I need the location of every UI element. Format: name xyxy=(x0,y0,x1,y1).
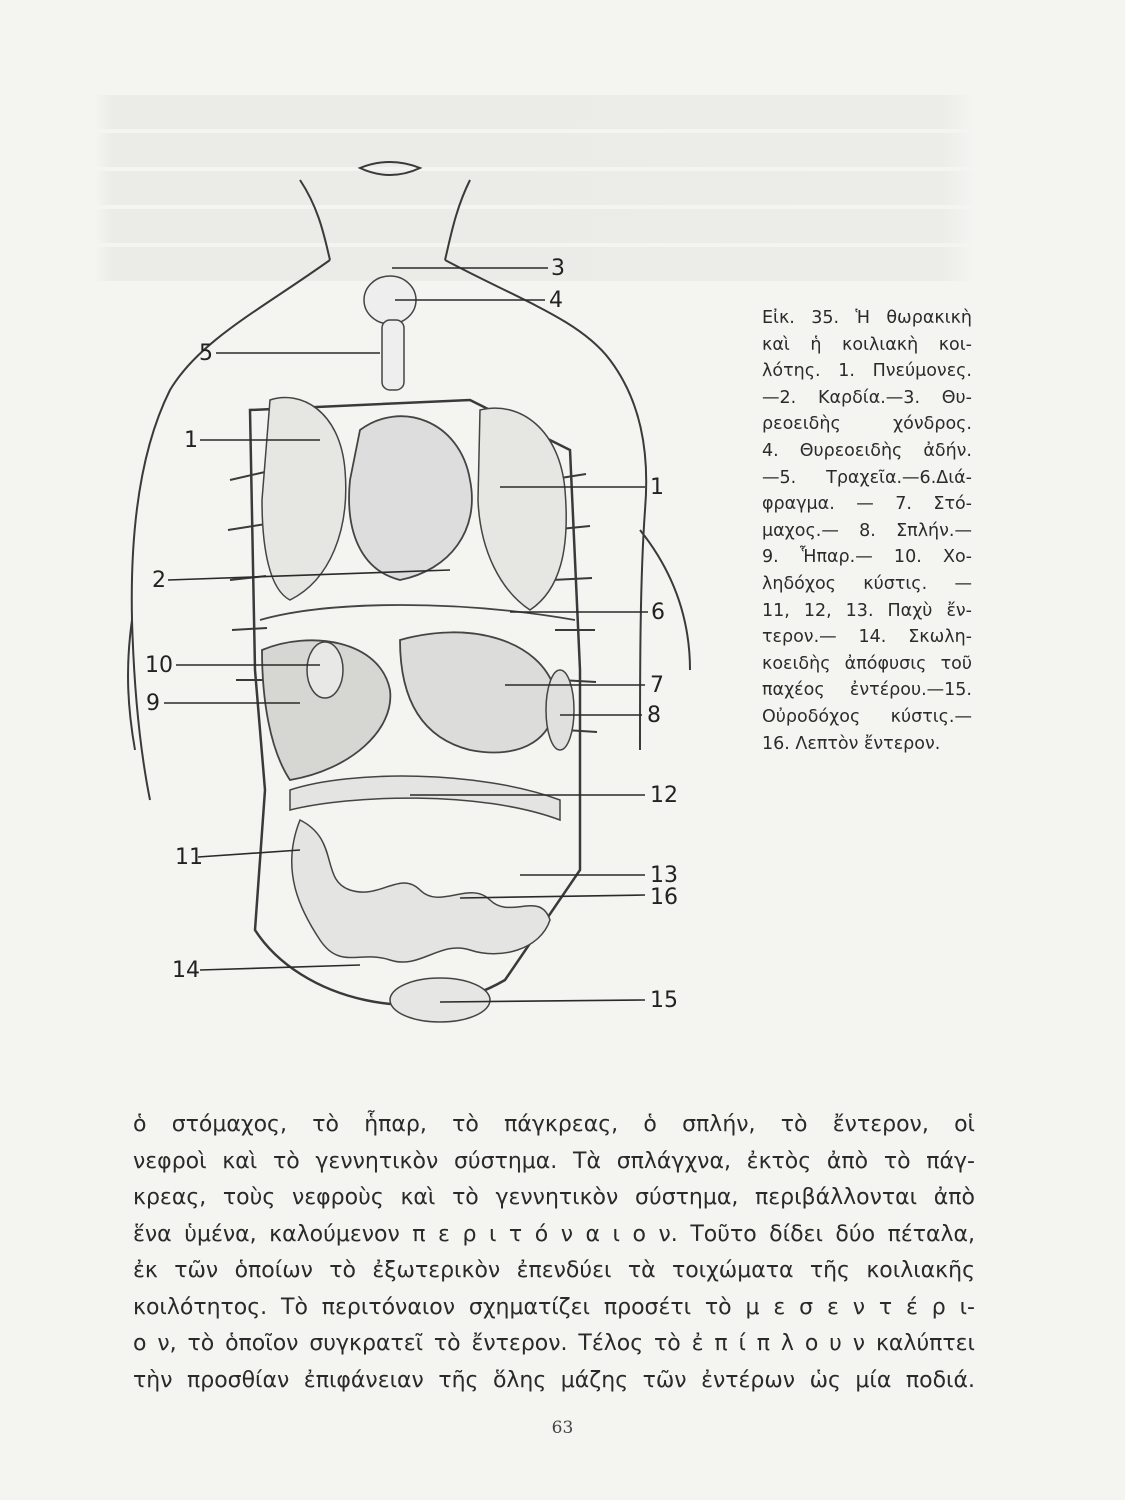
text-line: ο ν, τὸ ὁποῖον συγκρατεῖ τὸ ἔντερον. Τέλος τὸ ἐ π ί π λ ο υ ν καλύπτει xyxy=(133,1331,975,1356)
label-15: 15 xyxy=(650,988,678,1013)
caption-line: καὶ ἡ κοιλιακὴ κοι- xyxy=(762,334,972,355)
label-13: 13 xyxy=(650,863,678,888)
text-line: ὁ στόμαχος, τὸ ἧπαρ, τὸ πάγκρεας, ὁ σπλήν, τὸ ἔντερον, οἱ xyxy=(133,1112,975,1137)
anatomy-figure xyxy=(0,150,760,1070)
spleen xyxy=(546,670,574,750)
figure-caption xyxy=(762,305,972,757)
caption-line: κοειδὴς ἀπόφυσις τοῦ xyxy=(762,653,972,674)
torso-illustration xyxy=(0,150,760,1070)
heart xyxy=(349,416,472,580)
caption-line: 4. Θυρεοειδὴς ἀδήν. xyxy=(762,440,972,461)
caption-line: 9. Ἧπαρ.— 10. Χο- xyxy=(762,547,972,568)
label-3: 3 xyxy=(551,256,565,281)
caption-line: 16. Λεπτὸν ἔντερον. xyxy=(762,733,941,754)
label-1-left: 1 xyxy=(184,428,198,453)
stomach xyxy=(400,632,555,752)
caption-line: 11, 12, 13. Παχὺ ἔν- xyxy=(762,600,972,621)
label-11: 11 xyxy=(175,845,203,870)
page-number: 63 xyxy=(551,1418,574,1438)
label-1-right: 1 xyxy=(650,475,664,500)
urinary-bladder xyxy=(390,978,490,1022)
label-12: 12 xyxy=(650,783,678,808)
text-line: κρεας, τοὺς νεφροὺς καὶ τὸ γεννητικὸν σύστημα, περιβάλλονται ἀπὸ xyxy=(133,1185,975,1210)
left-lung xyxy=(262,398,346,600)
leader-16 xyxy=(460,895,645,898)
caption-line: ρεοειδὴς χόνδρος. xyxy=(762,414,972,435)
caption-line: —5. Τραχεῖα.—6.Διά- xyxy=(762,467,972,488)
label-4: 4 xyxy=(549,288,563,313)
caption-line: —2. Καρδία.—3. Θυ- xyxy=(762,387,972,408)
text-line: νεφροὶ καὶ τὸ γεννητικὸν σύστημα. Τὰ σπλάγχνα, ἐκτὸς ἀπὸ τὸ πάγ- xyxy=(133,1148,975,1174)
label-6: 6 xyxy=(651,600,665,625)
label-7: 7 xyxy=(650,673,664,698)
right-lung xyxy=(478,408,566,610)
label-14: 14 xyxy=(172,958,200,983)
text-line: ἕνα ὑμένα, καλούμενον π ε ρ ι τ ό ν α ι ο ν. Τοῦτο δίδει δύο πέταλα, xyxy=(133,1221,975,1247)
caption-line: παχέος ἐντέρου.—15. xyxy=(762,680,972,701)
label-2: 2 xyxy=(152,568,166,593)
leader-14 xyxy=(200,965,360,970)
label-10: 10 xyxy=(145,653,173,678)
chin-outline xyxy=(360,162,420,175)
label-5: 5 xyxy=(199,341,213,366)
caption-line: μαχος.— 8. Σπλήν.— xyxy=(762,520,972,541)
caption-line: τερον.— 14. Σκωλη- xyxy=(762,627,972,648)
text-line: κοιλότητος. Τὸ περιτόναιον σχηματίζει προσέτι τὸ μ ε σ ε ν τ έ ρ ι- xyxy=(133,1294,975,1320)
leader-11 xyxy=(198,850,300,857)
label-8: 8 xyxy=(647,703,661,728)
label-16: 16 xyxy=(650,885,678,910)
label-9: 9 xyxy=(146,691,160,716)
body-paragraph xyxy=(133,1107,975,1399)
text-line: ἐκ τῶν ὁποίων τὸ ἐξωτερικὸν ἐπενδύει τὰ τοιχώματα τῆς κοιλιακῆς xyxy=(133,1258,975,1283)
caption-line: φραγμα. — 7. Στό- xyxy=(762,494,972,515)
caption-line: λότης. 1. Πνεύμονες. xyxy=(762,361,972,382)
caption-line: ληδόχος κύστις. — xyxy=(762,573,972,594)
caption-line: Οὐροδόχος κύστις.— xyxy=(762,706,972,727)
caption-line: Εἰκ. 35. Ἡ θωρακικὴ xyxy=(762,308,972,328)
transverse-colon xyxy=(290,776,560,820)
text-line: τὴν προσθίαν ἐπιφάνειαν τῆς ὅλης μάζης τῶν ἐντέρων ὡς μία ποδιά. xyxy=(133,1367,975,1393)
small-intestine xyxy=(292,820,550,962)
gallbladder xyxy=(307,642,343,698)
trachea xyxy=(382,320,404,390)
